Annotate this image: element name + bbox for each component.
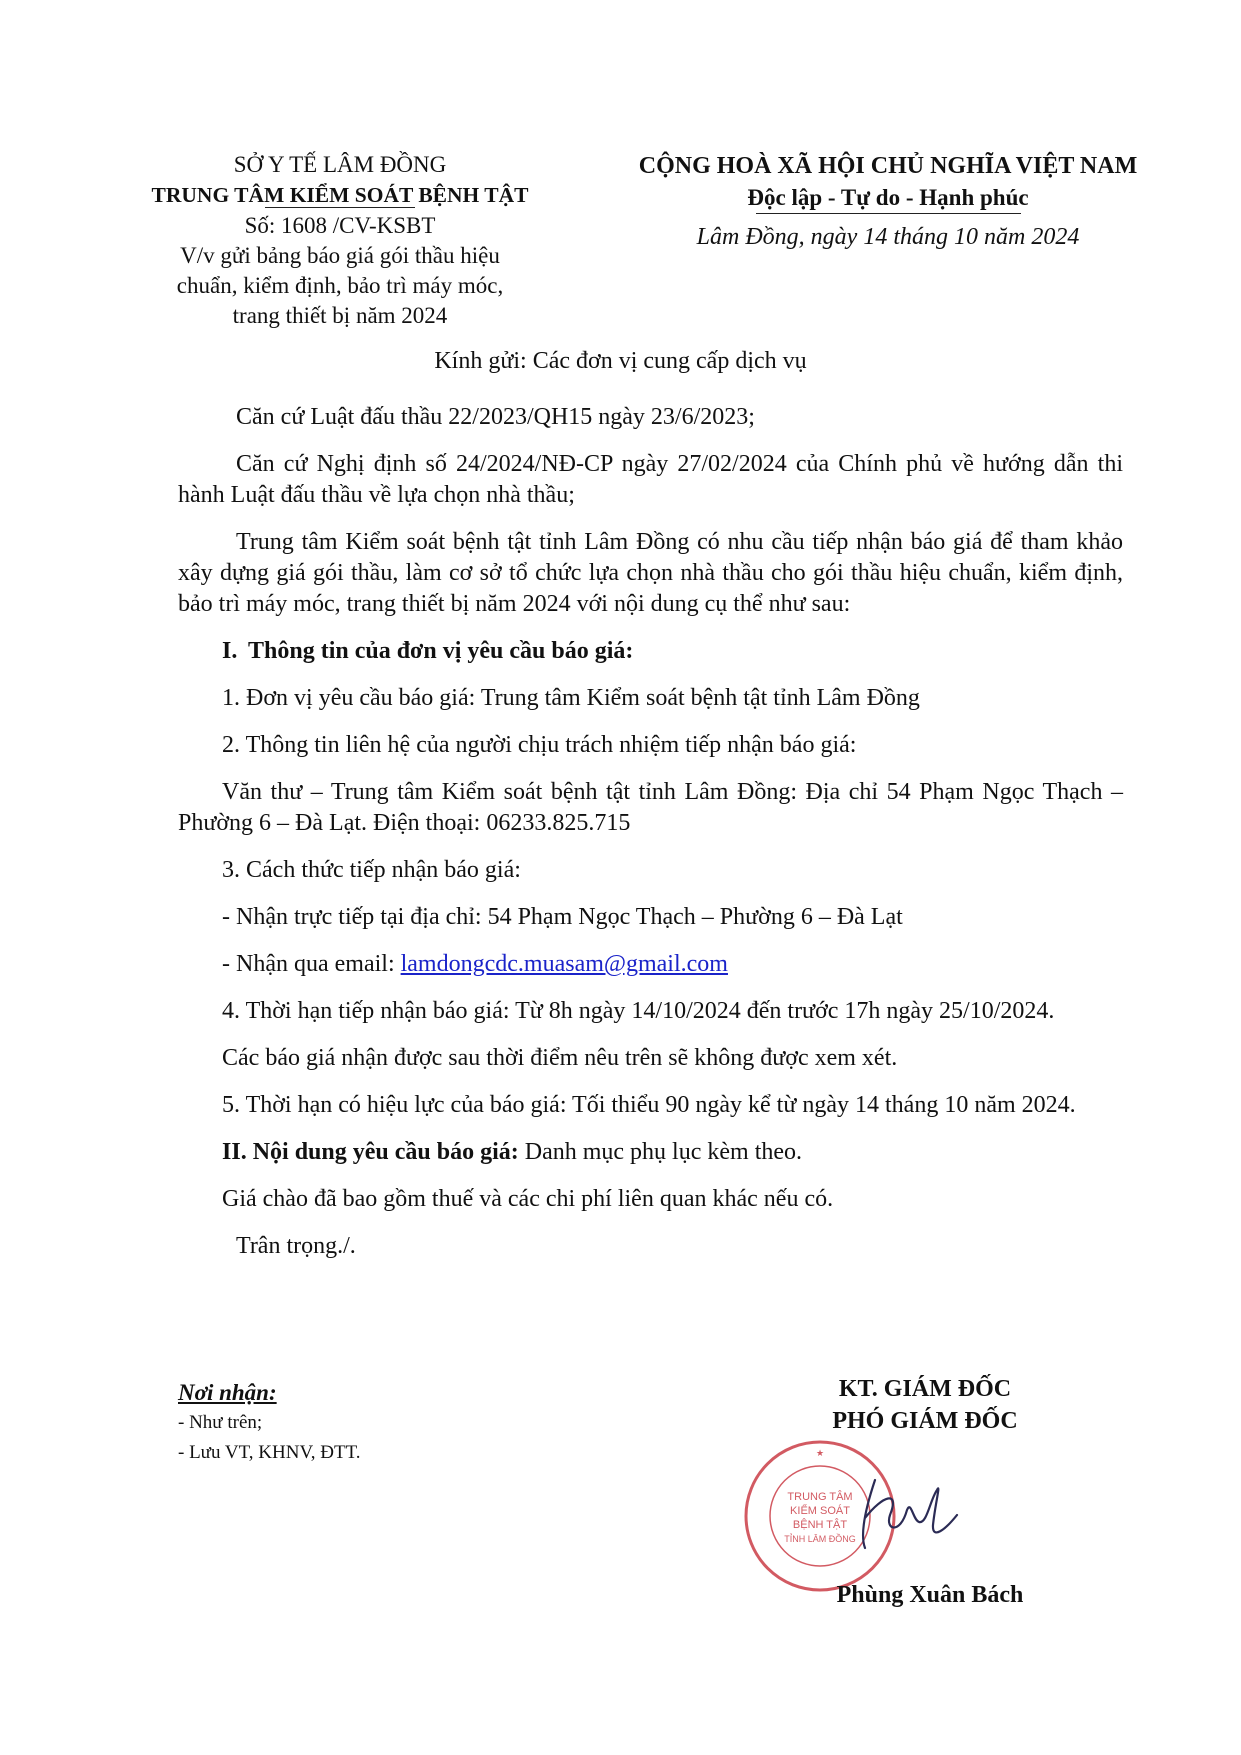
list-item: 3. Cách thức tiếp nhận báo giá: — [222, 857, 521, 883]
recipient-item: - Lưu VT, KHNV, ĐTT. — [178, 1442, 361, 1463]
section-title: . Nội dung yêu cầu báo giá: — [240, 1139, 519, 1165]
organization-name: TRUNG TÂM KIỂM SOÁT BỆNH TẬT — [151, 183, 529, 207]
seal-text-line: TỈNH LÂM ĐỒNG — [784, 1534, 856, 1544]
legal-basis-paragraph: Căn cứ Nghị định số 24/2024/NĐ-CP ngày 27/02/2024 của Chính phủ về hướng dẫn thi hành Luật đấu thầu về lựa chọn nhà thầu; — [178, 451, 1123, 508]
section-number: I. — [222, 638, 238, 664]
list-item: 1. Đơn vị yêu cầu báo giá: Trung tâm Kiểm soát bệnh tật tỉnh Lâm Đồng — [222, 685, 920, 711]
recipients-block — [178, 1378, 598, 1468]
signer-name: Phùng Xuân Bách — [836, 1582, 1024, 1608]
seal-text-line: TRUNG TÂM — [787, 1491, 853, 1503]
signer-title: PHÓ GIÁM ĐỐC — [832, 1408, 1018, 1434]
seal-text-line: BỆNH TẬT — [792, 1519, 848, 1531]
closing: Trân trọng./. — [236, 1233, 356, 1259]
subject-line: trang thiết bị năm 2024 — [232, 303, 448, 328]
signer-role: KT. GIÁM ĐỐC — [838, 1376, 1012, 1402]
list-item: 2. Thông tin liên hệ của người chịu trách nhiệm tiếp nhận báo giá: — [222, 732, 857, 758]
list-item — [178, 949, 1123, 980]
note-paragraph: Các báo giá nhận được sau thời điểm nêu trên sẽ không được xem xét. — [222, 1045, 898, 1071]
national-title: CỘNG HOÀ XÃ HỘI CHỦ NGHĨA VIỆT NAM — [638, 153, 1138, 179]
subject-line: chuẩn, kiểm định, bảo trì máy móc, — [176, 273, 504, 298]
document-date: Lâm Đồng, ngày 14 tháng 10 năm 2024 — [696, 224, 1080, 250]
document-number: Số: 1608 /CV-KSBT — [244, 213, 436, 238]
note-paragraph: Giá chào đã bao gồm thuế và các chi phí liên quan khác nếu có. — [222, 1186, 834, 1212]
header-right-divider — [756, 213, 1021, 214]
legal-basis-paragraph: Căn cứ Luật đấu thầu 22/2023/QH15 ngày 23/6/2023; — [236, 404, 755, 430]
document-subject — [120, 241, 560, 331]
svg-text:★: ★ — [815, 1448, 825, 1458]
email-link[interactable]: lamdongcdc.muasam@gmail.com — [400, 951, 728, 977]
section-text: Danh mục phụ lục kèm theo. — [518, 1139, 803, 1165]
department-name: SỞ Y TẾ LÂM ĐỒNG — [233, 152, 447, 177]
section-title: Thông tin của đơn vị yêu cầu báo giá: — [248, 638, 634, 664]
list-item: 5. Thời hạn có hiệu lực của báo giá: Tối thiểu 90 ngày kể từ ngày 14 tháng 10 năm 2024. — [222, 1092, 1076, 1118]
issuing-authority-block — [120, 150, 560, 331]
recipients-title: Nơi nhận: — [178, 1380, 277, 1405]
list-item: 4. Thời hạn tiếp nhận báo giá: Từ 8h ngày 14/10/2024 đến trước 17h ngày 25/10/2024. — [222, 998, 1055, 1024]
section-number: II — [222, 1139, 241, 1165]
contact-detail: Văn thư – Trung tâm Kiểm soát bệnh tật tỉnh Lâm Đồng: Địa chỉ 54 Phạm Ngọc Thạch – Phường 6 – Đà Lạt. Điện thoại: 06233.825.715 — [178, 779, 1123, 836]
national-header-block — [618, 150, 1158, 252]
list-item: - Nhận trực tiếp tại địa chỉ: 54 Phạm Ngọc Thạch – Phường 6 – Đà Lạt — [222, 904, 903, 930]
recipient-item: - Như trên; — [178, 1412, 263, 1433]
salutation: Kính gửi: Các đơn vị cung cấp dịch vụ — [434, 348, 807, 374]
document-body — [178, 402, 1123, 1278]
section-heading — [178, 636, 1123, 667]
subject-line: V/v gửi bảng báo giá gói thầu hiệu — [180, 243, 500, 268]
signature-block — [760, 1373, 1090, 1437]
section-heading — [178, 1137, 1123, 1168]
email-label: - Nhận qua email: — [222, 951, 401, 977]
purpose-paragraph: Trung tâm Kiểm soát bệnh tật tỉnh Lâm Đồng có nhu cầu tiếp nhận báo giá để tham khảo xây dựng giá gói thầu, làm cơ sở tổ chức lựa chọn nhà thầu cho gói thầu hiệu chuẩn, kiểm định, bảo trì máy móc, trang thiết bị năm 2024 với nội dung cụ thể như sau: — [178, 529, 1123, 617]
national-motto: Độc lập - Tự do - Hạnh phúc — [747, 185, 1029, 210]
handwritten-signature — [845, 1460, 975, 1560]
seal-text-line: KIỂM SOÁT — [790, 1505, 850, 1517]
